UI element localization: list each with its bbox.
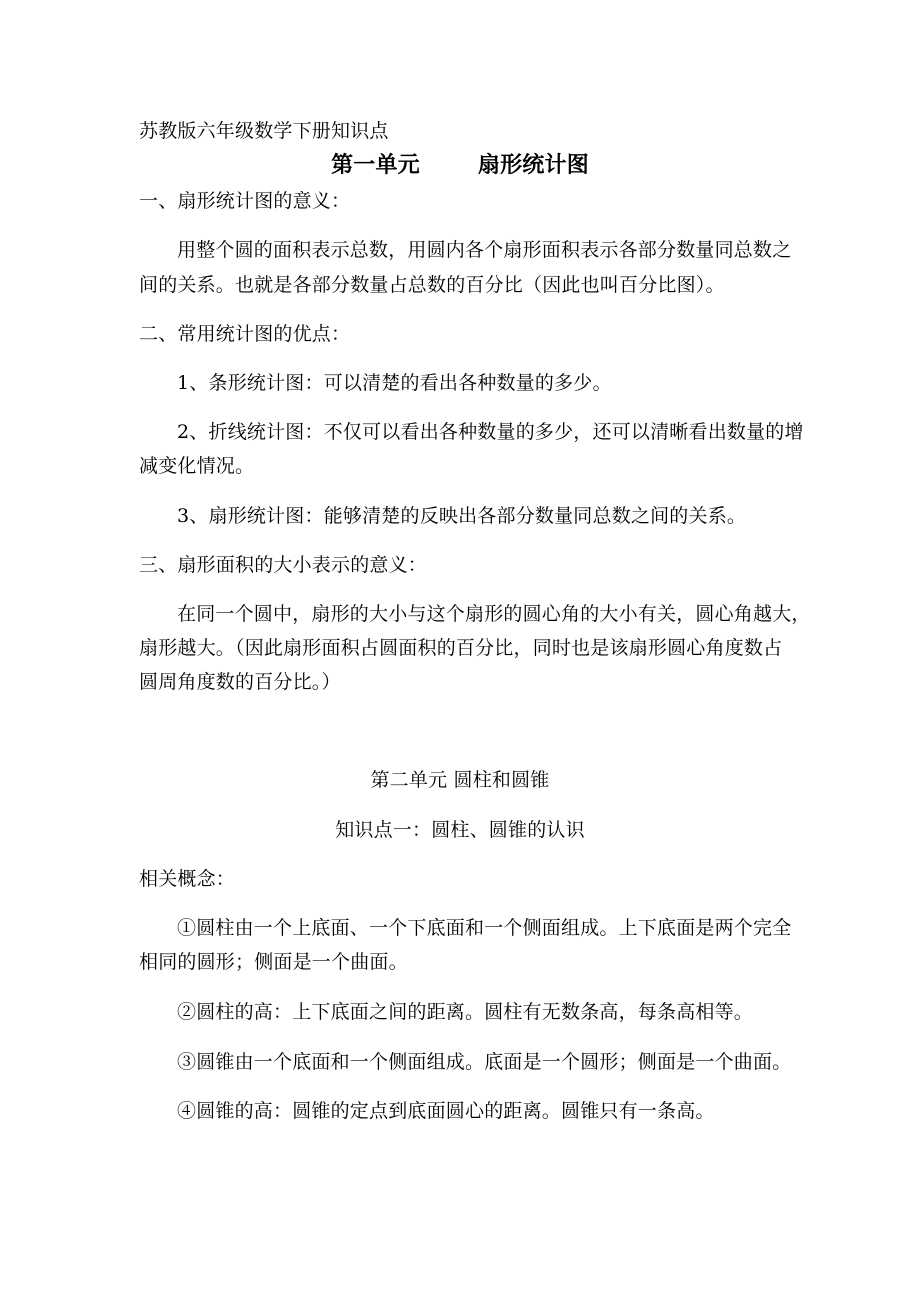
concept3: ③圆锥由一个底面和一个侧面组成。底面是一个圆形；侧面是一个曲面。 xyxy=(177,1051,792,1073)
knowledge-point1-title: 知识点一：圆柱、圆锥的认识 xyxy=(335,819,585,841)
section1-paragraph-line1: 用整个圆的面积表示总数，用圆内各个扇形面积表示各部分数量同总数之 xyxy=(177,239,792,261)
unit1-heading-number: 第一单元 xyxy=(331,152,420,178)
concept1-line1: ①圆柱由一个上底面、一个下底面和一个侧面组成。上下底面是两个完全 xyxy=(177,917,792,939)
unit1-heading xyxy=(0,154,920,176)
unit1-heading-topic: 扇形统计图 xyxy=(477,152,589,178)
section2-title: 二、常用统计图的优点： xyxy=(139,323,351,345)
concept4: ④圆锥的高：圆锥的定点到底面圆心的距离。圆锥只有一条高。 xyxy=(177,1100,715,1122)
concept2: ②圆柱的高：上下底面之间的距离。圆柱有无数条高，每条高相等。 xyxy=(177,1001,754,1023)
section3-title: 三、扇形面积的大小表示的意义： xyxy=(139,554,428,576)
section3-paragraph-line3: 圆周角度数的百分比。） xyxy=(139,671,341,693)
section3-paragraph-line1: 在同一个圆中，扇形的大小与这个扇形的圆心角的大小有关，圆心角越大， xyxy=(177,603,811,625)
section1-title: 一、扇形统计图的意义： xyxy=(139,190,351,212)
section3-paragraph-line2: 扇形越大。（因此扇形面积占圆面积的百分比，同时也是该扇形圆心角度数占 xyxy=(139,637,783,659)
section2-item2-line1: 2、折线统计图：不仅可以看出各种数量的多少，还可以清晰看出数量的增 xyxy=(177,421,804,443)
section2-item2-line2: 减变化情况。 xyxy=(139,455,255,477)
concept1-line2: 相同的圆形；侧面是一个曲面。 xyxy=(139,951,408,973)
section2-item3: 3、扇形统计图：能够清楚的反映出各部分数量同总数之间的关系。 xyxy=(177,505,747,527)
section1-paragraph-line2: 间的关系。也就是各部分数量占总数的百分比（因此也叫百分比图）。 xyxy=(139,274,725,296)
concepts-label: 相关概念： xyxy=(139,868,236,890)
unit2-heading: 第二单元 圆柱和圆锥 xyxy=(370,769,550,791)
document-title: 苏教版六年级数学下册知识点 xyxy=(139,120,389,142)
section2-item1: 1、条形统计图：可以清楚的看出各种数量的多少。 xyxy=(177,372,612,394)
